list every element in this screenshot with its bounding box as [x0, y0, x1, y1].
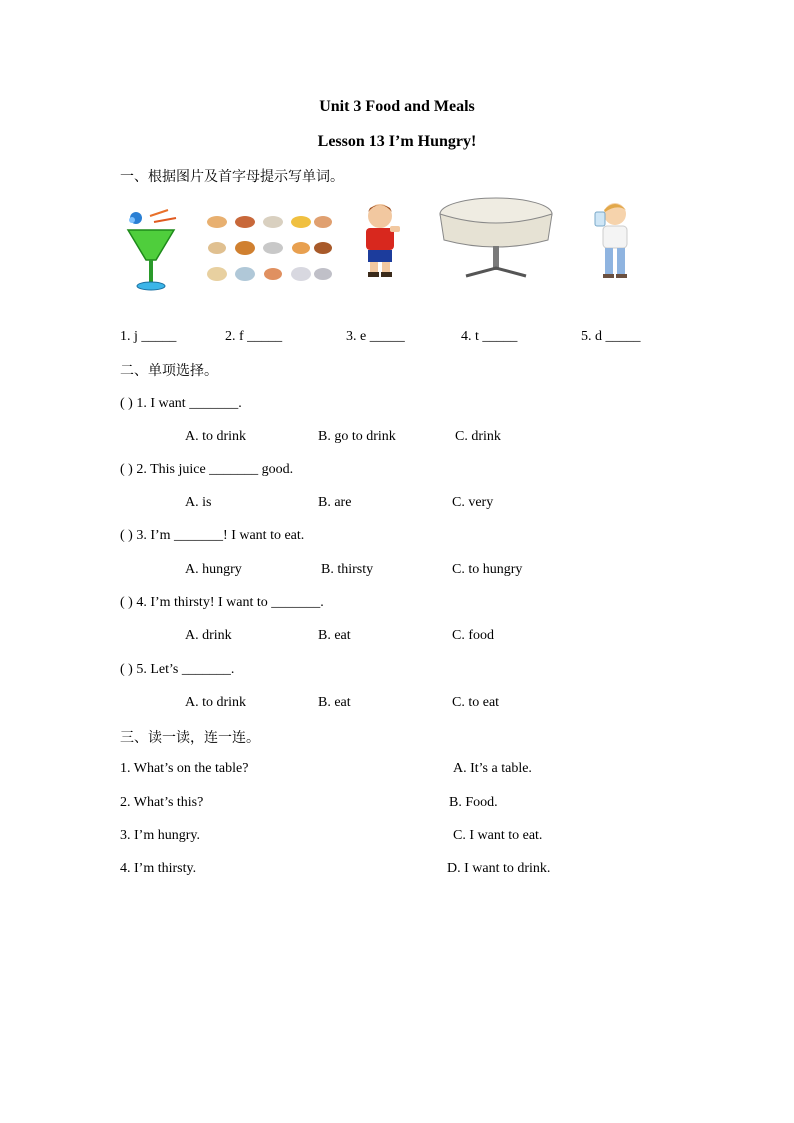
lesson-title: Lesson 13 I’m Hungry!	[317, 133, 477, 150]
question-3-stem[interactable]: ( ) 3. I’m _______! I want to eat.	[120, 528, 305, 543]
question-2-option-b[interactable]: B. are	[318, 495, 352, 510]
question-5-option-b[interactable]: B. eat	[318, 695, 351, 710]
question-4-option-c[interactable]: C. food	[452, 628, 494, 643]
question-1-option-c[interactable]: C. drink	[455, 429, 501, 444]
boy-drinking-image	[585, 198, 641, 280]
food-dishes-image	[205, 212, 335, 290]
match-left-4[interactable]: 4. I’m thirsty.	[120, 861, 197, 876]
round-table-image	[436, 196, 556, 282]
question-2-option-a[interactable]: A. is	[185, 495, 212, 510]
question-5-option-a[interactable]: A. to drink	[185, 695, 247, 710]
unit-title: Unit 3 Food and Meals	[319, 98, 475, 115]
question-1-stem[interactable]: ( ) 1. I want _______.	[120, 396, 242, 411]
match-right-d[interactable]: D. I want to drink.	[447, 861, 551, 876]
blank-3[interactable]: 3. e _____	[346, 329, 405, 344]
match-right-b[interactable]: B. Food.	[449, 795, 498, 810]
match-left-1[interactable]: 1. What’s on the table?	[120, 761, 249, 776]
question-3-option-c[interactable]: C. to hungry	[452, 562, 523, 577]
match-left-3[interactable]: 3. I’m hungry.	[120, 828, 200, 843]
question-3-option-a[interactable]: A. hungry	[185, 562, 242, 577]
boy-eating-image	[356, 200, 408, 280]
blank-2[interactable]: 2. f _____	[225, 329, 283, 344]
blank-1[interactable]: 1. j _____	[120, 329, 177, 344]
question-4-option-b[interactable]: B. eat	[318, 628, 351, 643]
match-right-a[interactable]: A. It’s a table.	[453, 761, 532, 776]
question-1-option-b[interactable]: B. go to drink	[318, 429, 396, 444]
section2-heading: 二、单项选择。	[120, 363, 218, 379]
question-2-stem[interactable]: ( ) 2. This juice _______ good.	[120, 462, 294, 477]
question-3-option-b[interactable]: B. thirsty	[321, 562, 374, 577]
juice-glass-image	[124, 208, 184, 292]
question-5-option-c[interactable]: C. to eat	[452, 695, 500, 710]
question-4-stem[interactable]: ( ) 4. I’m thirsty! I want to _______.	[120, 595, 324, 610]
question-4-option-a[interactable]: A. drink	[185, 628, 232, 643]
question-2-option-c[interactable]: C. very	[452, 495, 494, 510]
match-left-2[interactable]: 2. What’s this?	[120, 795, 204, 810]
blank-4[interactable]: 4. t _____	[461, 329, 518, 344]
section1-heading: 一、根据图片及首字母提示写单词。	[120, 169, 344, 185]
question-1-option-a[interactable]: A. to drink	[185, 429, 247, 444]
section3-heading: 三、读一读，连一连。	[120, 730, 260, 746]
question-5-stem[interactable]: ( ) 5. Let’s _______.	[120, 662, 235, 677]
match-right-c[interactable]: C. I want to eat.	[453, 828, 543, 843]
blank-5[interactable]: 5. d _____	[581, 329, 641, 344]
